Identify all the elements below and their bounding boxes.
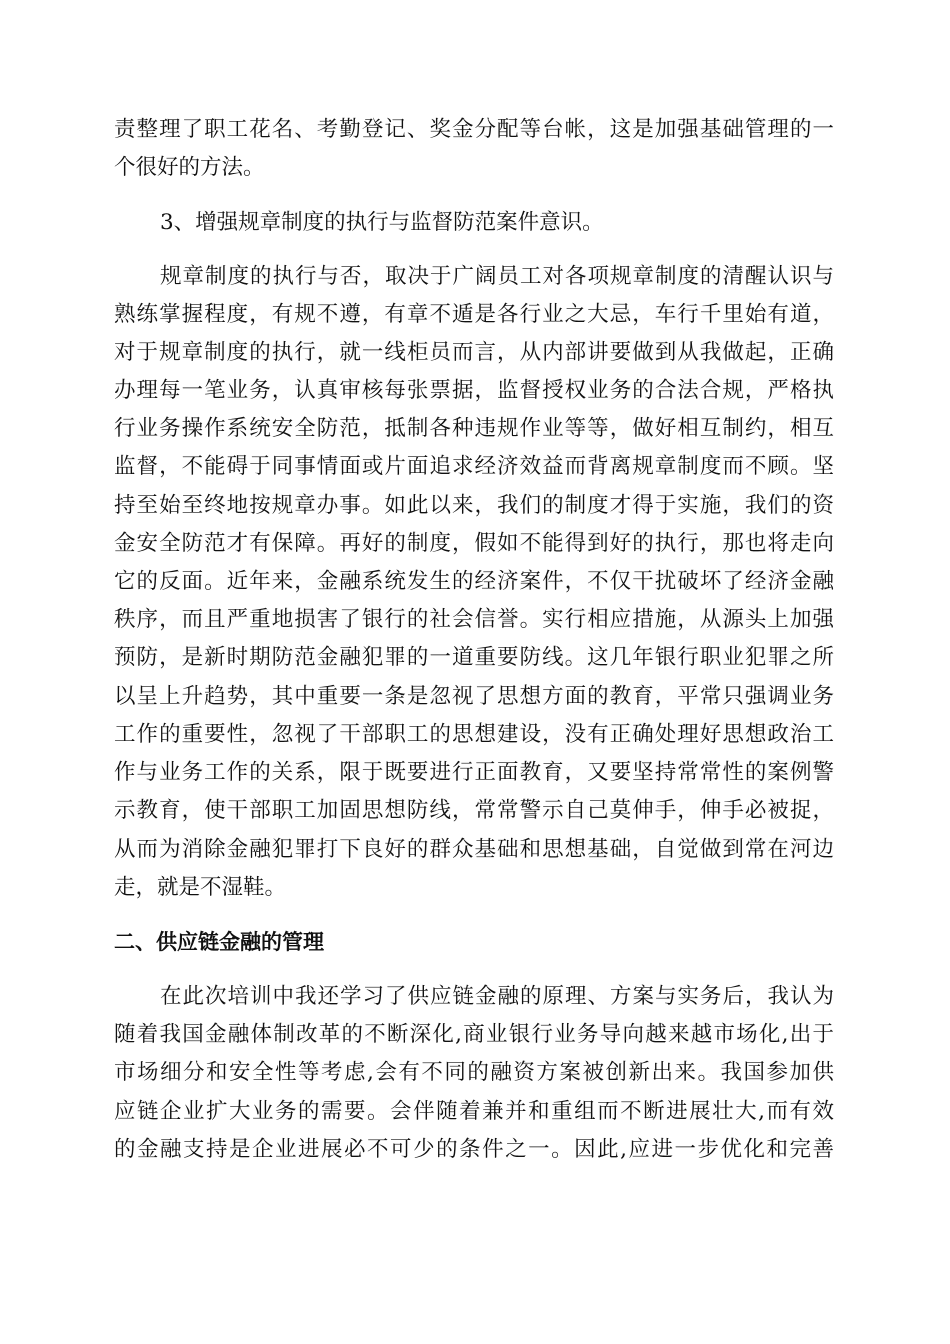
paragraph-2-line-16: 从而为消除金融犯罪打下良好的群众基础和思想基础，自觉做到常在河边 [114, 837, 834, 862]
paragraph-1-line-2: 个很好的方法。 [114, 155, 265, 180]
paragraph-2-line-11: 预防，是新时期防范金融犯罪的一道重要防线。这几年银行职业犯罪之所 [114, 645, 834, 670]
paragraph-2-line-7: 持至始至终地按规章办事。如此以来，我们的制度才得于实施，我们的资 [114, 493, 834, 518]
paragraph-2-line-13: 工作的重要性，忽视了干部职工的思想建设，没有正确处理好思想政治工 [114, 722, 834, 747]
section-heading-2: 二、供应链金融的管理 [114, 930, 324, 954]
paragraph-2-line-8: 金安全防范才有保障。再好的制度，假如不能得到好的执行，那也将走向 [114, 531, 834, 556]
paragraph-2-line-3: 对于规章制度的执行，就一线柜员而言，从内部讲要做到从我做起，正确 [114, 340, 834, 365]
paragraph-2-line-4: 办理每一笔业务，认真审核每张票据，监督授权业务的合法合规，严格执 [114, 378, 834, 403]
paragraph-2-line-12: 以呈上升趋势，其中重要一条是忽视了思想方面的教育，平常只强调业务 [114, 684, 834, 709]
paragraph-2-line-5: 行业务操作系统安全防范，抵制各种违规作业等等，做好相互制约，相互 [114, 416, 834, 441]
paragraph-2-line-1: 规章制度的执行与否，取决于广阔员工对各项规章制度的清醒认识与 [160, 264, 834, 289]
paragraph-3-line-1: 在此次培训中我还学习了供应链金融的原理、方案与实务后，我认为 [160, 984, 834, 1009]
paragraph-2-line-15: 示教育，使干部职工加固思想防线，常常警示自己莫伸手，伸手必被捉， [114, 798, 834, 823]
paragraph-3-line-5: 的金融支持是企业进展必不可少的条件之一。因此,应进一步优化和完善 [114, 1137, 834, 1162]
paragraph-1-line-1: 责整理了职工花名、考勤登记、奖金分配等台帐，这是加强基础管理的一 [114, 117, 834, 142]
subheading-3: 3、增强规章制度的执行与监督防范案件意识。 [160, 210, 604, 235]
paragraph-2-line-9: 它的反面。近年来，金融系统发生的经济案件，不仅干扰破坏了经济金融 [114, 569, 834, 594]
paragraph-2-line-17: 走，就是不湿鞋。 [114, 875, 287, 900]
paragraph-2-line-6: 监督，不能碍于同事情面或片面追求经济效益而背离规章制度而不顾。坚 [114, 454, 834, 479]
paragraph-2-line-2: 熟练掌握程度，有规不遵，有章不遁是各行业之大忌，车行千里始有道， [114, 302, 834, 327]
paragraph-3-line-2: 随着我国金融体制改革的不断深化,商业银行业务导向越来越市场化,出于 [114, 1022, 834, 1047]
paragraph-2-line-10: 秩序，而且严重地损害了银行的社会信誉。实行相应措施，从源头上加强 [114, 607, 834, 632]
paragraph-3-line-3: 市场细分和安全性等考虑,会有不同的融资方案被创新出来。我国参加供 [114, 1060, 834, 1085]
paragraph-3-line-4: 应链企业扩大业务的需要。会伴随着兼并和重组而不断进展壮大,而有效 [114, 1099, 834, 1124]
paragraph-2-line-14: 作与业务工作的关系，限于既要进行正面教育，又要坚持常常性的案例警 [114, 760, 834, 785]
